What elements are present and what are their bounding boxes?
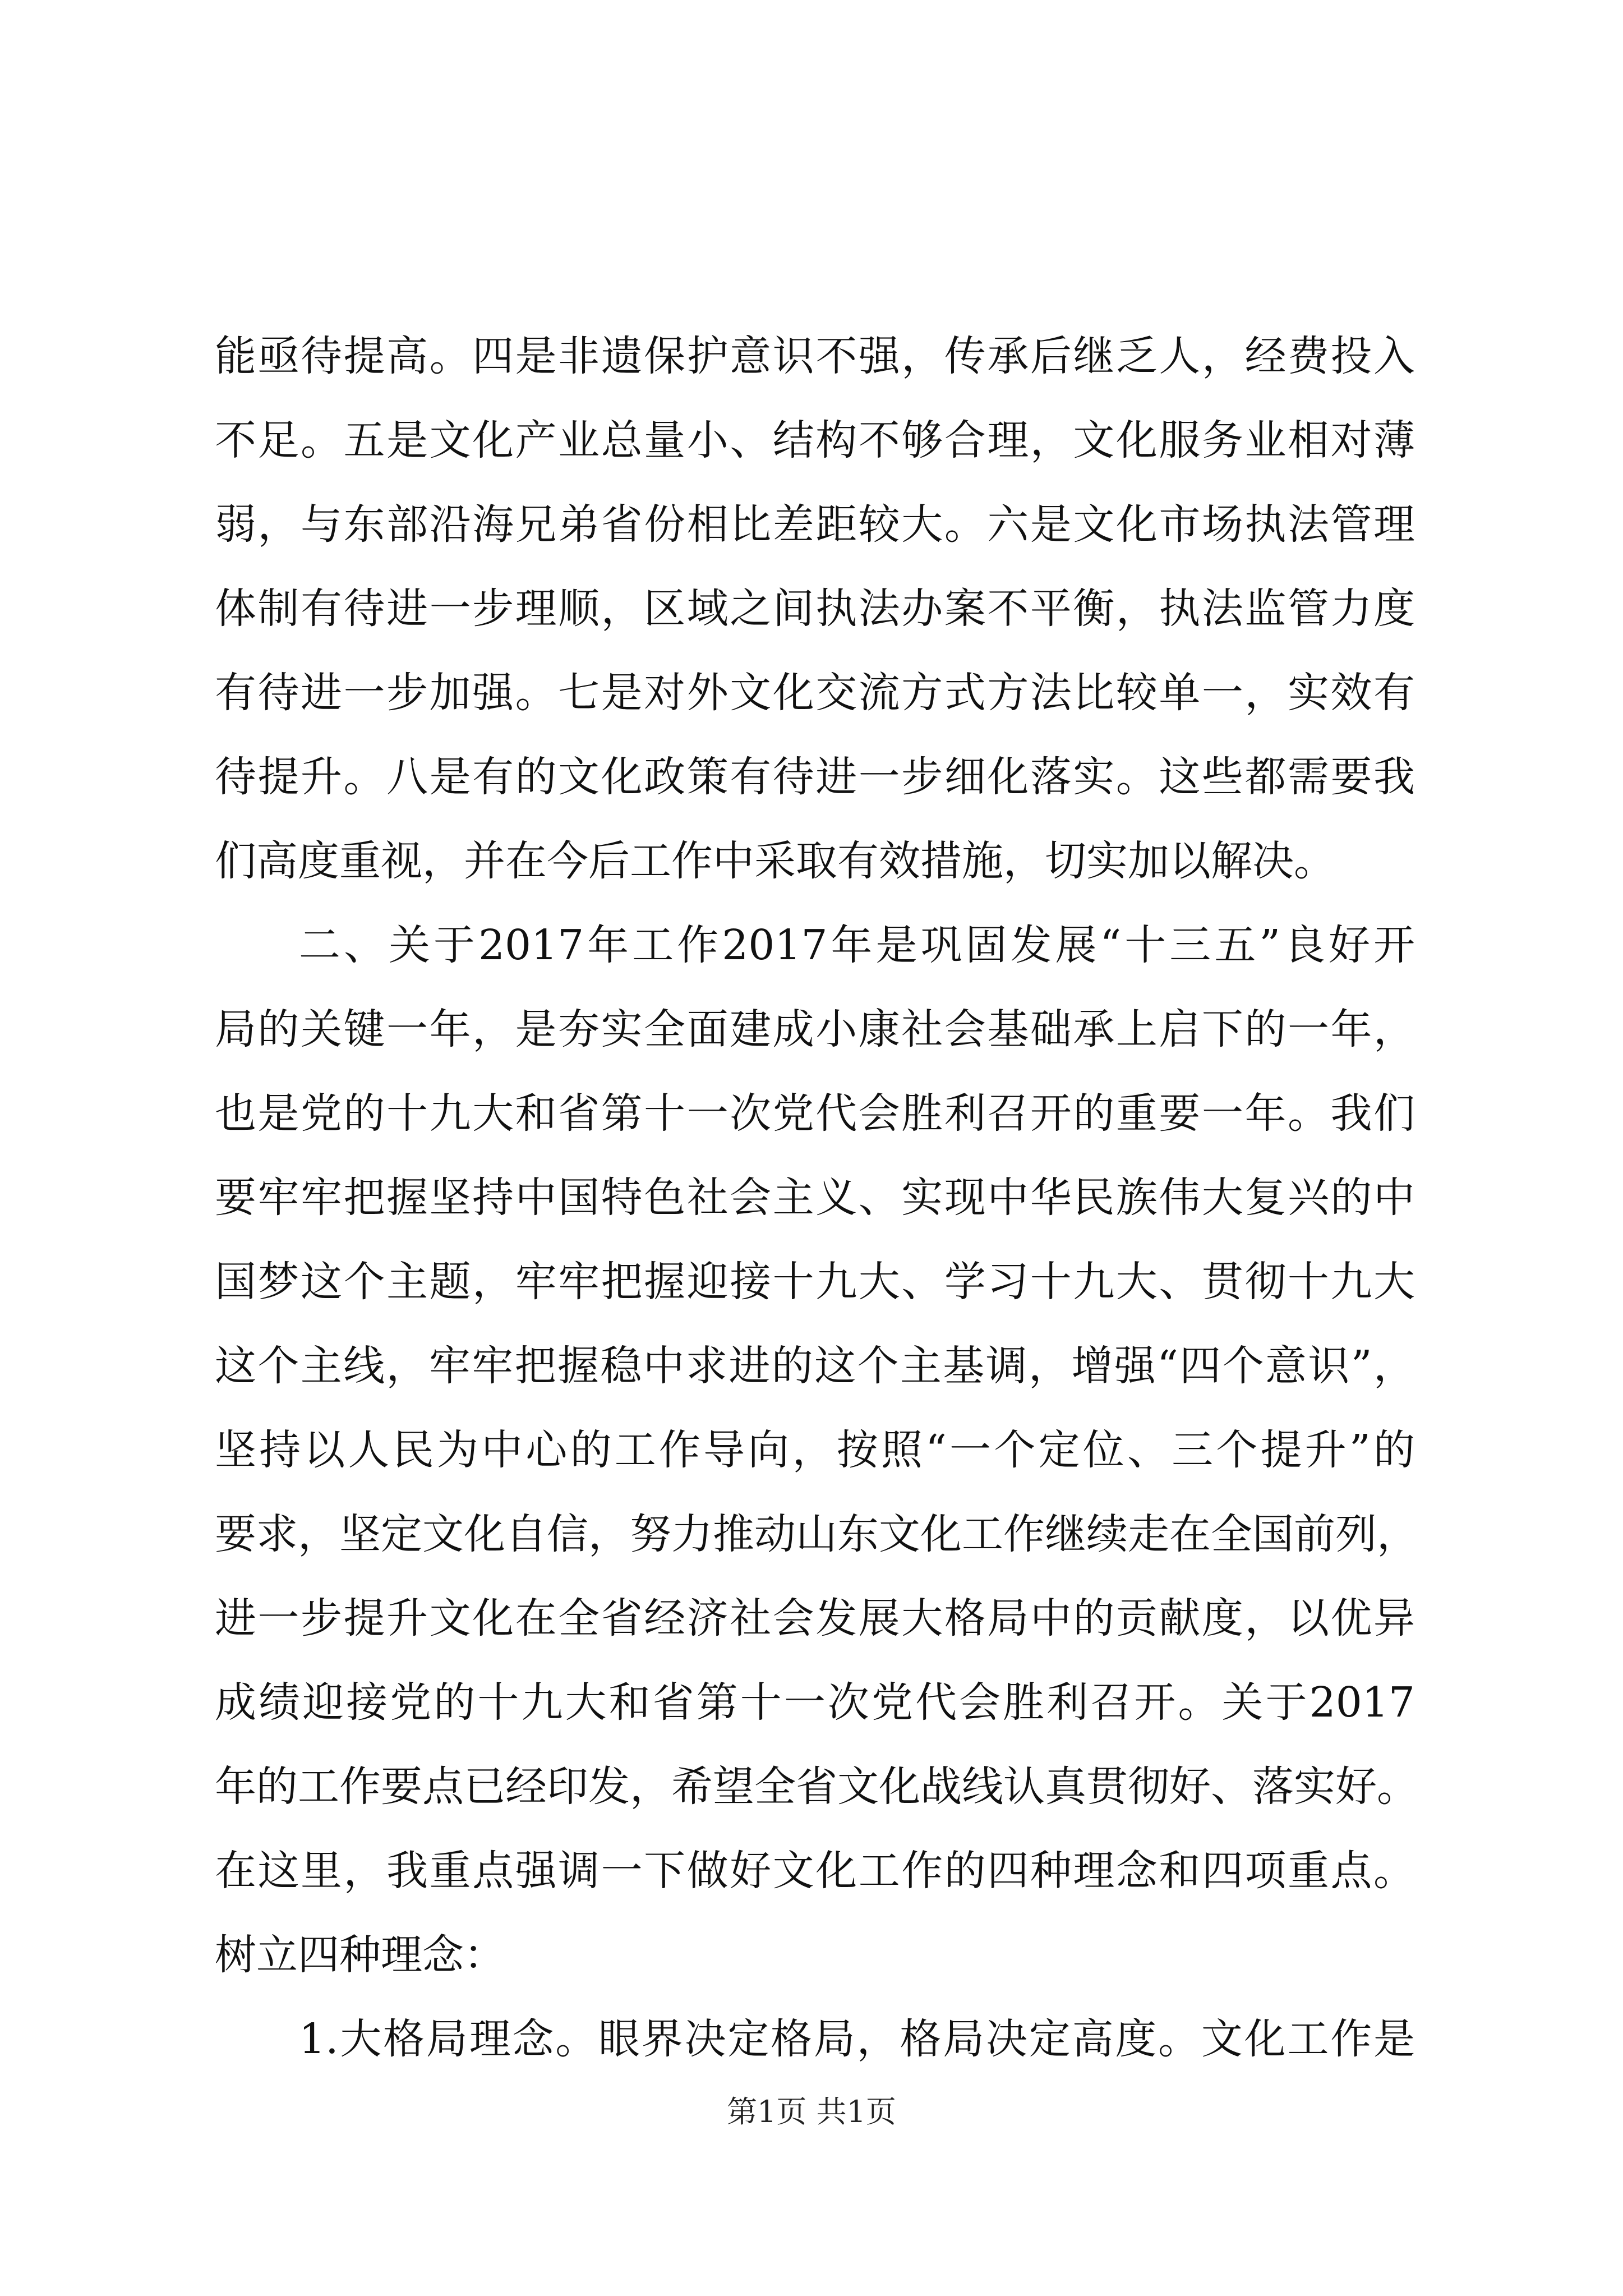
paragraph-line: 进一步提升文化在全省经济社会发展大格局中的贡献度，以优异 — [215, 1594, 1415, 1642]
paragraph-line: 待提升。八是有的文化政策有待进一步细化落实。这些都需要我 — [215, 753, 1415, 801]
paragraph-line: 这个主线，牢牢把握稳中求进的这个主基调，增强“四个意识”， — [215, 1342, 1415, 1390]
paragraph-line: 也是党的十九大和省第十一次党代会胜利召开的重要一年。我们 — [215, 1089, 1415, 1138]
paragraph-line: 弱，与东部沿海兄弟省份相比差距较大。六是文化市场执法管理 — [215, 500, 1415, 549]
paragraph-line: 在这里，我重点强调一下做好文化工作的四种理念和四项重点。 — [215, 1847, 1415, 1895]
paragraph-line: 国梦这个主题，牢牢把握迎接十九大、学习十九大、贯彻十九大 — [215, 1258, 1415, 1306]
paragraph-line: 要求，坚定文化自信，努力推动山东文化工作继续走在全国前列， — [215, 1510, 1418, 1558]
paragraph-line: 有待进一步加强。七是对外文化交流方式方法比较单一，实效有 — [215, 669, 1415, 717]
paragraph-line: 成绩迎接党的十九大和省第十一次党代会胜利召开。关于2017 — [215, 1678, 1415, 1727]
paragraph-line: 二、关于2017年工作2017年是巩固发展“十三五”良好开 — [299, 921, 1415, 969]
paragraph-line: 们高度重视，并在今后工作中采取有效措施，切实加以解决。 — [215, 837, 1335, 885]
paragraph-line: 局的关键一年，是夯实全面建成小康社会基础承上启下的一年， — [215, 1005, 1415, 1053]
paragraph-line: 体制有待进一步理顺，区域之间执法办案不平衡，执法监管力度 — [215, 585, 1415, 633]
page-number-footer: 第1页 共1页 — [727, 2094, 896, 2129]
paragraph-line: 树立四种理念： — [215, 1931, 505, 1979]
paragraph-line: 不足。五是文化产业总量小、结构不够合理，文化服务业相对薄 — [215, 416, 1415, 464]
paragraph-line: 年的工作要点已经印发，希望全省文化战线认真贯彻好、落实好。 — [215, 1763, 1418, 1811]
paragraph-line: 坚持以人民为中心的工作导向，按照“一个定位、三个提升”的 — [215, 1426, 1415, 1474]
paragraph-line: 1.大格局理念。眼界决定格局，格局决定高度。文化工作是 — [299, 2015, 1415, 2063]
paragraph-line: 能亟待提高。四是非遗保护意识不强，传承后继乏人，经费投入 — [215, 332, 1415, 380]
paragraph-line: 要牢牢把握坚持中国特色社会主义、实现中华民族伟大复兴的中 — [215, 1174, 1415, 1222]
